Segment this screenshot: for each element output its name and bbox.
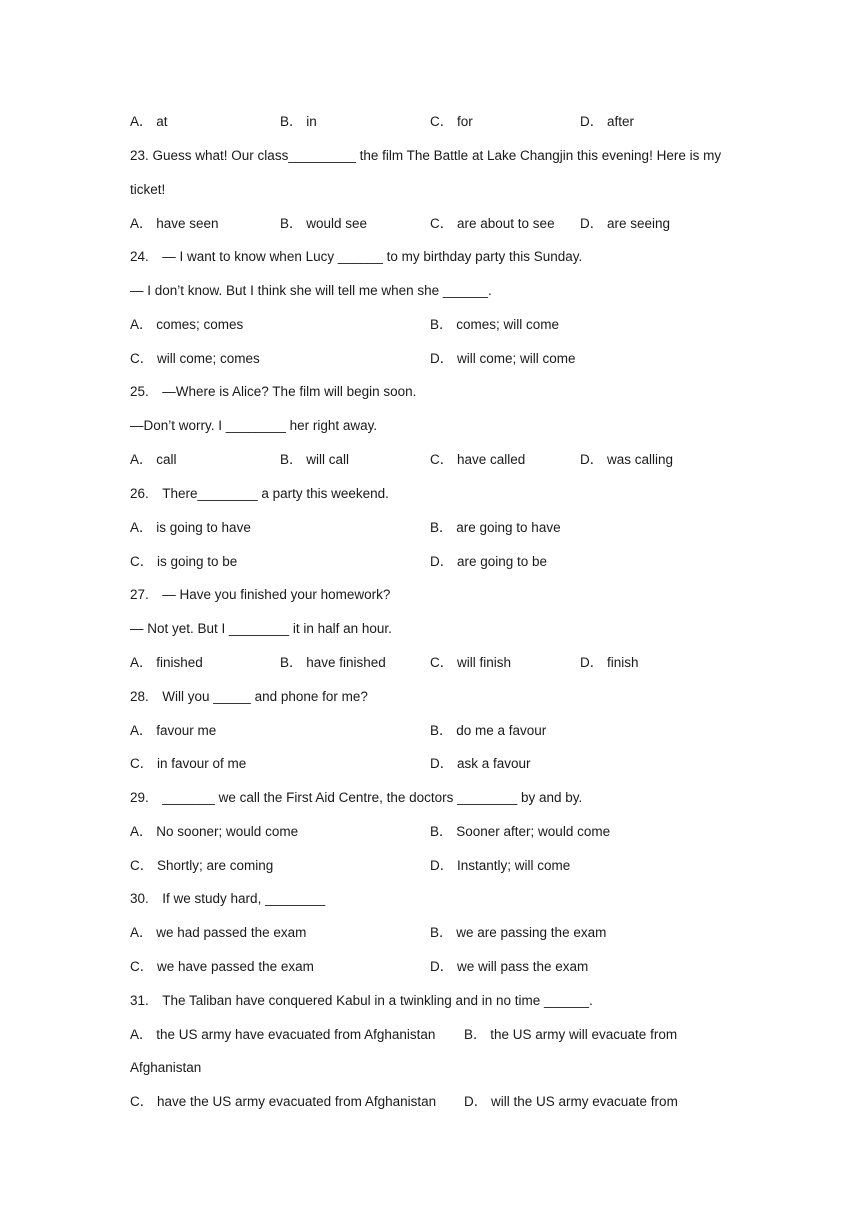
option-c: C． will come; comes (130, 351, 260, 366)
option-a: A． call (130, 452, 177, 467)
option-b: B． we are passing the exam (430, 925, 607, 940)
option-c: C． have the US army evacuated from Afghanistan (130, 1094, 437, 1109)
option-d: D． ask a favour (430, 756, 531, 771)
option-b: B． comes; will come (430, 317, 560, 332)
option-a: A． comes; comes (130, 317, 244, 332)
option-c: C． we have passed the exam (130, 959, 314, 974)
option-b: B． do me a favour (430, 723, 547, 738)
question-stem: 29. _______ we call the First Aid Centre, the doctors ________ by and by. (130, 790, 583, 805)
option-c: C． are about to see (430, 216, 555, 231)
question-stem: 26. There________ a party this weekend. (130, 486, 389, 501)
option-a: A． have seen (130, 216, 219, 231)
option-d: D． Instantly; will come (430, 858, 571, 873)
option-b: B． in (280, 114, 317, 129)
question-stem: 25. —Where is Alice? The film will begin soon. (130, 384, 417, 399)
question-reply: — I don’t know. But I think she will tell me when she ______. (130, 283, 492, 298)
option-c: C． will finish (430, 655, 512, 670)
question-reply: — Not yet. But I ________ it in half an hour. (130, 621, 392, 636)
option-d: D． we will pass the exam (430, 959, 589, 974)
option-b: B． will call (280, 452, 350, 467)
option-a: A． we had passed the exam (130, 925, 307, 940)
question-stem-continued: ticket! (130, 182, 166, 197)
question-reply: —Don’t worry. I ________ her right away. (130, 418, 378, 433)
option-c: C． is going to be (130, 554, 238, 569)
option-b: B． Sooner after; would come (430, 824, 611, 839)
option-a: A． the US army have evacuated from Afghanistan (130, 1027, 436, 1042)
option-a: A． finished (130, 655, 203, 670)
option-a: A． is going to have (130, 520, 251, 535)
option-d: D． will the US army evacuate from (464, 1094, 678, 1109)
question-stem: 31. The Taliban have conquered Kabul in a twinkling and in no time ______. (130, 993, 593, 1008)
option-d: D． are going to be (430, 554, 548, 569)
question-stem: 28. Will you _____ and phone for me? (130, 689, 368, 704)
option-d: D． was calling (580, 452, 674, 467)
option-d: D． after (580, 114, 635, 129)
option-c: C． have called (430, 452, 526, 467)
option-b: B． are going to have (430, 520, 561, 535)
option-d: D． finish (580, 655, 639, 670)
question-stem: 23. Guess what! Our class_________ the film The Battle at Lake Changjin this evening! Here is my (130, 148, 722, 163)
option-c: C． Shortly; are coming (130, 858, 274, 873)
option-d: D． are seeing (580, 216, 671, 231)
option-c: C． in favour of me (130, 756, 247, 771)
question-stem: 30. If we study hard, ________ (130, 891, 326, 906)
option-d: D． will come; will come (430, 351, 576, 366)
option-a: A． at (130, 114, 168, 129)
option-b-continued: Afghanistan (130, 1060, 202, 1075)
option-a: A． favour me (130, 723, 217, 738)
option-b: B． would see (280, 216, 368, 231)
option-a: A． No sooner; would come (130, 824, 299, 839)
option-b: B． the US army will evacuate from (464, 1027, 678, 1042)
question-stem: 24. — I want to know when Lucy ______ to my birthday party this Sunday. (130, 249, 583, 264)
question-stem: 27. — Have you finished your homework? (130, 587, 391, 602)
option-b: B． have finished (280, 655, 386, 670)
option-c: C． for (430, 114, 473, 129)
